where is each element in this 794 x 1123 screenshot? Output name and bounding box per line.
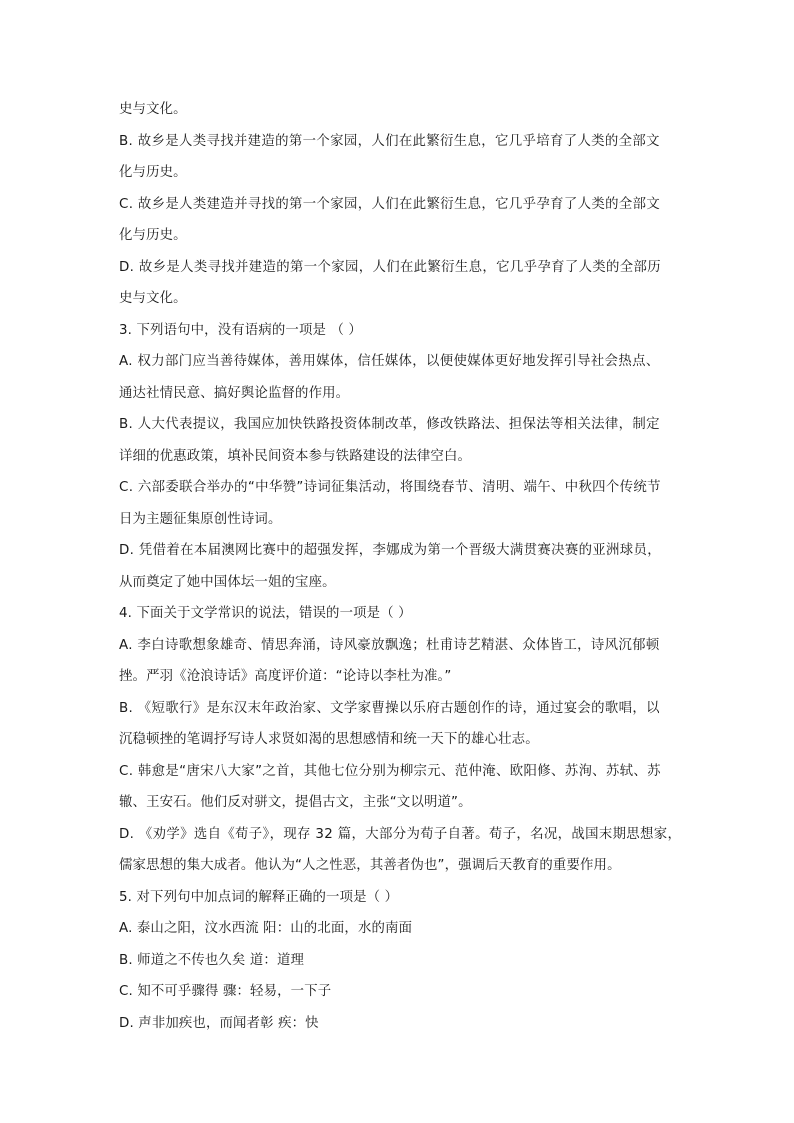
- text-line: 日为主题征集原创性诗词。: [119, 512, 282, 527]
- question-5-option-d: D. 声非加疾也，而闻者彰 疾：快: [119, 1016, 319, 1031]
- question-4-option-b: B. 《短歌行》是东汉末年政治家、文学家曹操以乐府古题创作的诗，通过宴会的歌唱，以: [119, 701, 660, 716]
- question-5-stem: 5. 对下列句中加点词的解释正确的一项是（ ）: [119, 890, 399, 905]
- text-line: 沉稳顿挫的笔调抒写诗人求贤如渴的思想感情和统一天下的雄心壮志。: [119, 732, 539, 747]
- question-4-stem: 4. 下面关于文学常识的说法，错误的一项是（ ）: [119, 606, 412, 621]
- question-4-option-a: A. 李白诗歌想象雄奇、情思奔涌，诗风豪放飘逸；杜甫诗艺精湛、众体皆工，诗风沉郁顿: [119, 638, 660, 653]
- text-line: 详细的优惠政策，填补民间资本参与铁路建设的法律空白。: [119, 449, 472, 464]
- question-4-option-c: C. 韩愈是“唐宋八大家”之首，其他七位分别为柳宗元、范仲淹、欧阳修、苏洵、苏轼、苏: [119, 764, 661, 779]
- option-d-text: D. 故乡是人类寻找并建造的第一个家园，人们在此繁衍生息，它几乎孕育了人类的全部历: [119, 260, 662, 275]
- text-line: 通达社情民意、搞好舆论监督的作用。: [119, 386, 350, 401]
- question-5-option-a: A. 泰山之阳，汶水西流 阳：山的北面，水的南面: [119, 921, 413, 936]
- question-3-option-a: A. 权力部门应当善待媒体，善用媒体，信任媒体，以便使媒体更好地发挥引导社会热点、: [119, 354, 660, 369]
- question-3-option-d: D. 凭借着在本届澳网比赛中的超强发挥，李娜成为第一个晋级大满贯赛决赛的亚洲球员，: [119, 543, 662, 558]
- text-line: 史与文化。: [119, 291, 187, 306]
- text-line: 从而奠定了她中国体坛一姐的宝座。: [119, 575, 336, 590]
- question-5-option-c: C. 知不可乎骤得 骤：轻易，一下子: [119, 984, 332, 999]
- option-b-text: B. 故乡是人类寻找并建造的第一个家园，人们在此繁衍生息，它几乎培育了人类的全部文: [119, 134, 660, 149]
- question-3-option-b: B. 人大代表提议，我国应加快铁路投资体制改革，修改铁路法、担保法等相关法律，制定: [119, 417, 660, 432]
- text-line: 化与历史。: [119, 228, 187, 243]
- question-3-option-c: C. 六部委联合举办的“中华赞”诗词征集活动，将围绕春节、清明、端午、中秋四个传统节: [119, 480, 661, 495]
- question-4-option-d: D. 《劝学》选自《荀子》，现存 32 篇，大部分为荀子自著。荀子，名况，战国末期思想家，: [119, 827, 682, 842]
- text-line: 辙、王安石。他们反对骈文，提倡古文，主张“文以明道”。: [119, 795, 472, 810]
- text-line: 儒家思想的集大成者。他认为“人之性恶，其善者伪也”，强调后天教育的重要作用。: [119, 858, 621, 873]
- question-5-option-b: B. 师道之不传也久矣 道：道理: [119, 953, 305, 968]
- option-c-text: C. 故乡是人类建造并寻找的第一个家园，人们在此繁衍生息，它几乎孕育了人类的全部文: [119, 197, 661, 212]
- question-3-stem: 3. 下列语句中，没有语病的一项是 （ ）: [119, 323, 362, 338]
- text-line: 化与历史。: [119, 165, 187, 180]
- text-line: 挫。严羽《沧浪诗话》高度评价道：“论诗以李杜为准。”: [119, 669, 452, 684]
- text-line: 史与文化。: [119, 102, 187, 117]
